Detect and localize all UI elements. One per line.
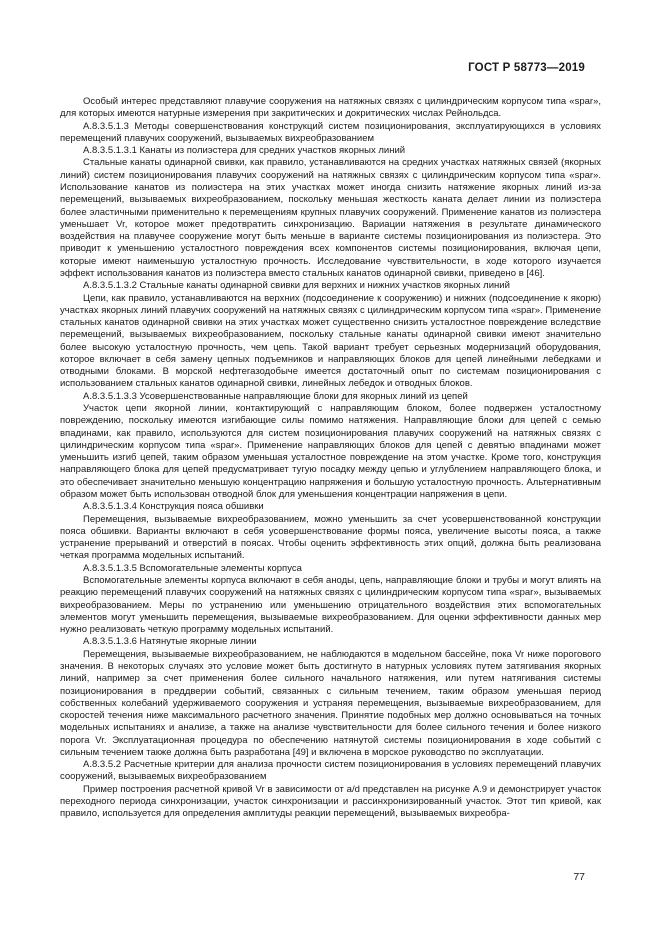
paragraph: Цепи, как правило, устанавливаются на верхних (подсоединение к сооружению) и нижних (подсоединение к якорю) участках якорных линий плавучих сооружений на натяжных связях с цилиндрическим корпусом типа «spar». Применение стальных канатов одинарной свивки на этих участках может существенно снизить усталостное повреждение вследствие перемещений, вызываемых вихреобразованием, поскольку стальные канаты одинарной свивки имеют значительно более высокую усталостную прочность, чем цепь. Такой вариант требует серьезных модернизаций оборудования, которое включает в себя замену цепных подъемников и направляющих блоков для цепей линейными лебедками и отводными блоками. В морской нефтегазодобыче имеется достаточный опыт по системам позиционирования с использованием стальных канатов одинарной свивки, линейных лебедок и отводных блоков. <box>60 292 601 390</box>
paragraph: Вспомогательные элементы корпуса включают в себя аноды, цепь, направляющие блоки и трубы и могут влиять на реакцию перемещений плавучих сооружений на натяжных связях с цилиндрическим корпусом типа «spar», вызываемых вихреобразованием. Меры по устранению или уменьшению отрицательного воздействия этих вспомогательных элементов могут уменьшить перемещения, вызываемые вихреобразованием. Для оценки эффективности данных мер нужно реализовать четкую программу модельных испытаний. <box>60 574 601 636</box>
section-heading: A.8.3.5.1.3.2 Стальные канаты одинарной свивки для верхних и нижних участков якорных линий <box>83 280 510 292</box>
section-heading: A.8.3.5.1.3.6 Натянутые якорные линии <box>83 636 257 648</box>
section-heading: A.8.3.5.1.3.3 Усовершенствованные направляющие блоки для якорных линий из цепей <box>83 390 468 402</box>
section-heading: A.8.3.5.1.3.4 Конструкция пояса обшивки <box>83 501 264 513</box>
document-body <box>60 96 601 821</box>
paragraph: Перемещения, вызываемые вихреобразованием, не наблюдаются в модельном бассейне, пока Vr ниже порогового значения. В некоторых случаях это условие может быть достигнуто в натурных условиях путем затягивания якорных линий, например за счет применения более сильного начального натяжения, или путем натягивания системы позиционирования в преддверии событий, связанных с сильным течением, таким образом уменьшая период собственных колебаний удерживаемого сооружения и устраняя перемещения, вызываемые вихреобразованием, для скоростей течения ниже максимального расчетного значения. Принятие подобных мер должно основываться на точных модельных испытаниях и анализе, а также на анализе чувствительности для более сильного течения и более низкого порога Vr. Эксплуатационная процедура по обеспечению натянутой системы позиционирования в ходе событий с сильным течением также должна быть разработана [49] и включена в морское руководство по эксплуатации. <box>60 648 601 758</box>
page-number: 77 <box>573 871 585 883</box>
section-heading: A.8.3.5.2 Расчетные критерии для анализа прочности систем позиционирования в условиях перемещений плавучих сооружений, вызываемых вихреобразованием <box>60 759 601 783</box>
paragraph: Особый интерес представляют плавучие сооружения на натяжных связях с цилиндрическим корпусом типа «spar», для которых имеются натурные измерения при закритических и докритических числах Рейнольдса. <box>60 96 601 120</box>
paragraph: Стальные канаты одинарной свивки, как правило, устанавливаются на средних участках натяжных связей (якорных линий) систем позиционирования плавучих сооружений на натяжных связях с цилиндрическим корпусом типа «spar». Использование канатов из полиэстера на этих участках может иногда снизить натяжение якорных линий из-за перемещений, вызываемых вихреобразованием, поскольку меньшая жесткость каната делает линии из полиэстера более эластичными применительно к перемещениям крупных плавучих сооружений. Применение канатов из полиэстера уменьшает Vr, которое может предотвратить синхронизацию. Вариации натяжения в результате динамического воздействия на плавучее сооружение могут быть меньше в варианте системы позиционирования из полиэстера. Это приводит к уменьшению усталостного повреждения всех компонентов системы позиционирования, включая цепи, которые имеют наименьшую усталостную прочность. Исследование чувствительности, в ходе которого изучается эффект использования канатов из полиэстера вместо стальных канатов одинарной свивки, приведено в [46]. <box>60 157 601 279</box>
section-heading: A.8.3.5.1.3.5 Вспомогательные элементы корпуса <box>83 562 302 574</box>
paragraph: Перемещения, вызываемые вихреобразованием, можно уменьшить за счет усовершенствованной конструкции пояса обшивки. Варианты включают в себя усовершенствование формы пояса, увеличение высоты пояса, а также устранение прерываний и отверстий в поясах. Чтобы оценить эффективность этих опций, должна быть реализована четкая программа модельных испытаний. <box>60 513 601 562</box>
paragraph: Участок цепи якорной линии, контактирующий с направляющим блоком, более подвержен усталостному повреждению, поскольку имеются изгибающие силы помимо натяжения. Направляющие блоки для цепей с семью впадинами, как правило, используются для систем позиционирования плавучих сооружений на натяжных связях с цилиндрическим корпусом типа «spar». Применение направляющих блоков для цепей с девятью впадинами может уменьшить изгиб цепей, таким образом уменьшая усталостное повреждение на этом участке. Кроме того, конструкция направляющего блока для цепей предусматривает тугую посадку между цепью и углублением направляющего блока, и это обеспечивает значительно меньшую концентрацию напряжения и большую усталостную прочность. Альтернативным образом может быть использован отводной блок для уменьшения концентрации напряжения в цепи. <box>60 403 601 500</box>
section-heading: A.8.3.5.1.3.1 Канаты из полиэстера для средних участков якорных линий <box>83 145 406 157</box>
standard-code: ГОСТ Р 58773—2019 <box>468 62 585 74</box>
section-heading: A.8.3.5.1.3 Методы совершенствования конструкций систем позиционирования, эксплуатирующихся в условиях перемещений плавучих сооружений, вызываемых вихреобразованием <box>60 120 601 144</box>
paragraph: Пример построения расчетной кривой Vr в зависимости от a/d представлен на рисунке A.9 и демонстрирует участок переходного периода синхронизации, участок синхронизации и рассинхронизированный участок. Этот тип кривой, как правило, используется для определения амплитуды реакции перемещений, вызываемых вихреобра- <box>60 783 601 820</box>
